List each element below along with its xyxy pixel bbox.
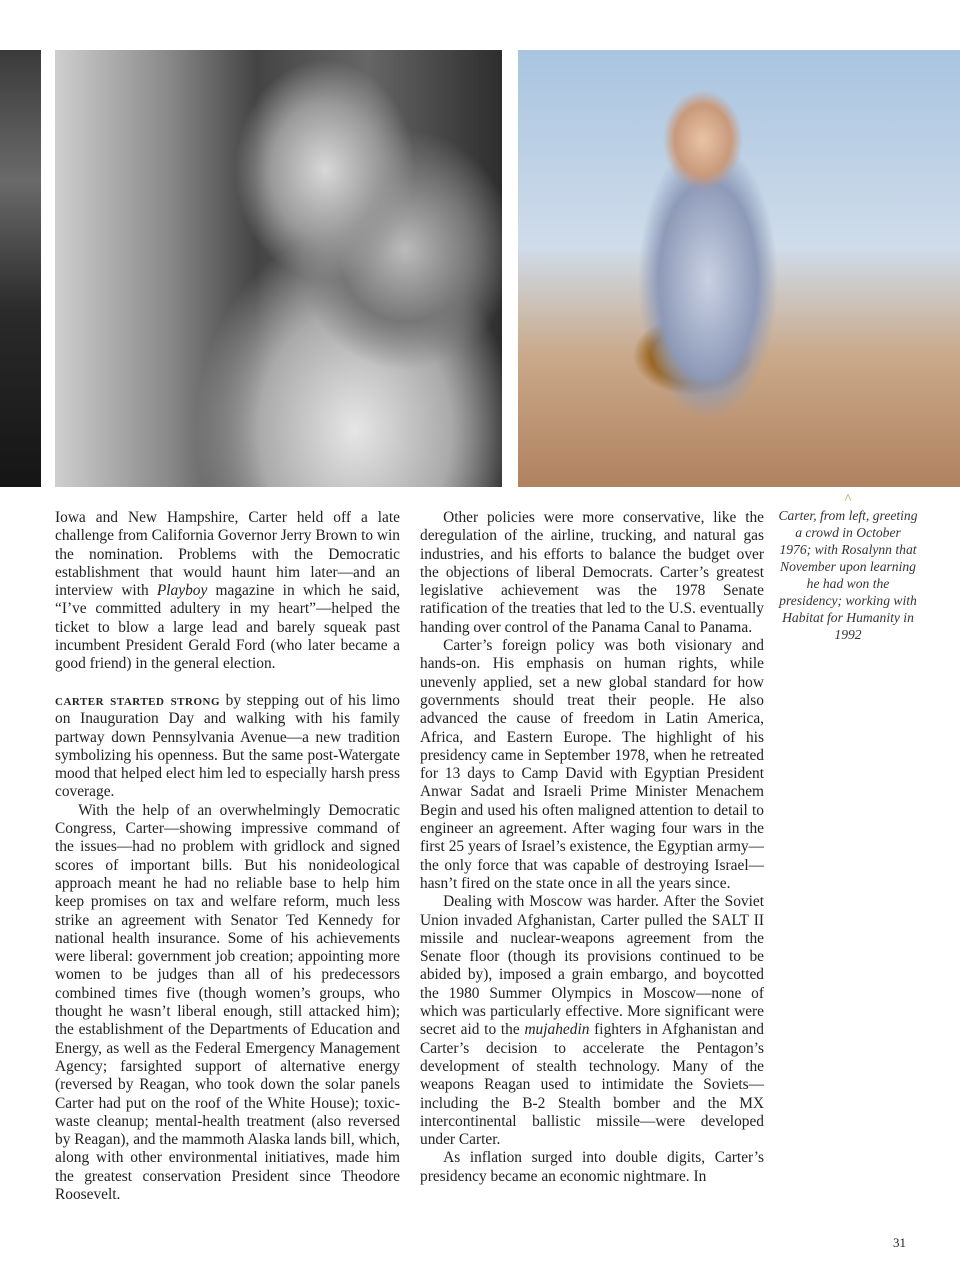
paragraph: [55, 692, 400, 802]
text: by stepping out of his limo on Inauguration Day and walking with his family partway down Pennsylvania Avenue—a new tradition symbolizing his openness. But the same post-Watergate mood that helped elect him led to especially harsh press coverage.: [55, 691, 400, 801]
caret-up-icon: ^: [844, 492, 852, 507]
text: Iowa and New Hampshire, Carter held off a late challenge from California Governor Jerry Brown to win the nomination. Problems with the Democratic establishment that would haunt him later—and an interview with: [55, 509, 400, 600]
photo-caption: [778, 493, 918, 643]
text: fighters in Afghanistan and Carter’s decision to accelerate the Pentagon’s development of stealth technology. Many of the weapons Reagan used to intimidate the Soviets—including the B-2 Stealth bomber and the MX intercontinental ballistic missile—were developed under Carter.: [420, 1021, 764, 1149]
article-column-right: [420, 509, 764, 1186]
paragraph: Other policies were more conservative, like the deregulation of the airline, trucking, and natural gas industries, and his efforts to balance the budget over the objections of liberal Democrats. Carter’s greatest legislative achievement was the 1978 Senate ratification of the treaties that led to the U.S. eventually handing over control of the Panama Canal to Panama.: [420, 509, 764, 636]
paragraph: As inflation surged into double digits, Carter’s presidency became an economic nightmare. In: [420, 1149, 764, 1185]
paragraph: [55, 509, 400, 674]
italic-term: mujahedin: [524, 1021, 590, 1039]
caption-text: Carter, from left, greeting a crowd in October 1976; with Rosalynn that November upon learning he had won the presidency; working with Habitat for Humanity in 1992: [778, 508, 918, 642]
paragraph: With the help of an overwhelmingly Democratic Congress, Carter—showing impressive command of the issues—had no problem with gridlock and signed scores of important bills. But his nonideological approach meant he had no reliable base to help him keep promises on tax and welfare reform, much less strike an agreement with Senator Ted Kennedy for national health insurance. Some of his achievements were liberal: government job creation; appointing more women to be judges than all of his predecessors combined times five (though women’s groups, who thought he wasn’t liberal enough, still attacked him); the establishment of the Departments of Education and Energy, as well as the Federal Emergency Management Agency; farsighted support of alternative energy (reversed by Reagan, who took down the solar panels Carter had put on the roof of the White House); toxic-waste cleanup; mental-health treatment (also reversed by Reagan), and the mammoth Alaska lands bill, which, along with other environmental initiatives, made him the greatest conservation President since Theodore Roosevelt.: [55, 801, 400, 1203]
text: magazine in which he said, “I’ve committed adultery in my heart”—helped the ticket to blow a large lead and barely squeak past incumbent President Gerald Ford (who later became a good friend) in the general election.: [55, 582, 400, 673]
page-number: 31: [893, 1235, 906, 1250]
magazine-title: Playboy: [156, 582, 208, 600]
text: Dealing with Moscow was harder. After the Soviet Union invaded Afghanistan, Carter pulled the SALT II missile and nuclear-weapons agreement from the Senate floor (though its provisions continued to be abided by), imposed a grain embargo, and boycotted the 1980 Summer Olympics in Moscow—none of which was particularly effective. More significant were secret aid to the: [420, 893, 764, 1039]
paragraph: Carter’s foreign policy was both visionary and hands-on. His emphasis on human rights, while unevenly applied, set a new global standard for how governments should treat their people. He also advanced the cause of freedom in Latin America, Africa, and Eastern Europe. The highlight of his presidency came in September 1978, when he retreated for 13 days to Camp David with Egyptian President Anwar Sadat and Israeli Prime Minister Menachem Begin and used his often maligned attention to detail to engineer an agreement. After waging four wars in the first 25 years of Israel’s existence, the Egyptian army—the only force that was capable of destroying Israel—hasn’t fired on the state once in all the years since.: [420, 637, 764, 892]
section-lead-in: carter started strong: [55, 691, 221, 709]
article-column-left: [55, 509, 400, 1204]
photo-crowd-1976: [0, 50, 41, 487]
paragraph: [420, 893, 764, 1149]
photo-habitat-for-humanity: [518, 50, 960, 487]
photo-carter-rosalynn: [55, 50, 502, 487]
